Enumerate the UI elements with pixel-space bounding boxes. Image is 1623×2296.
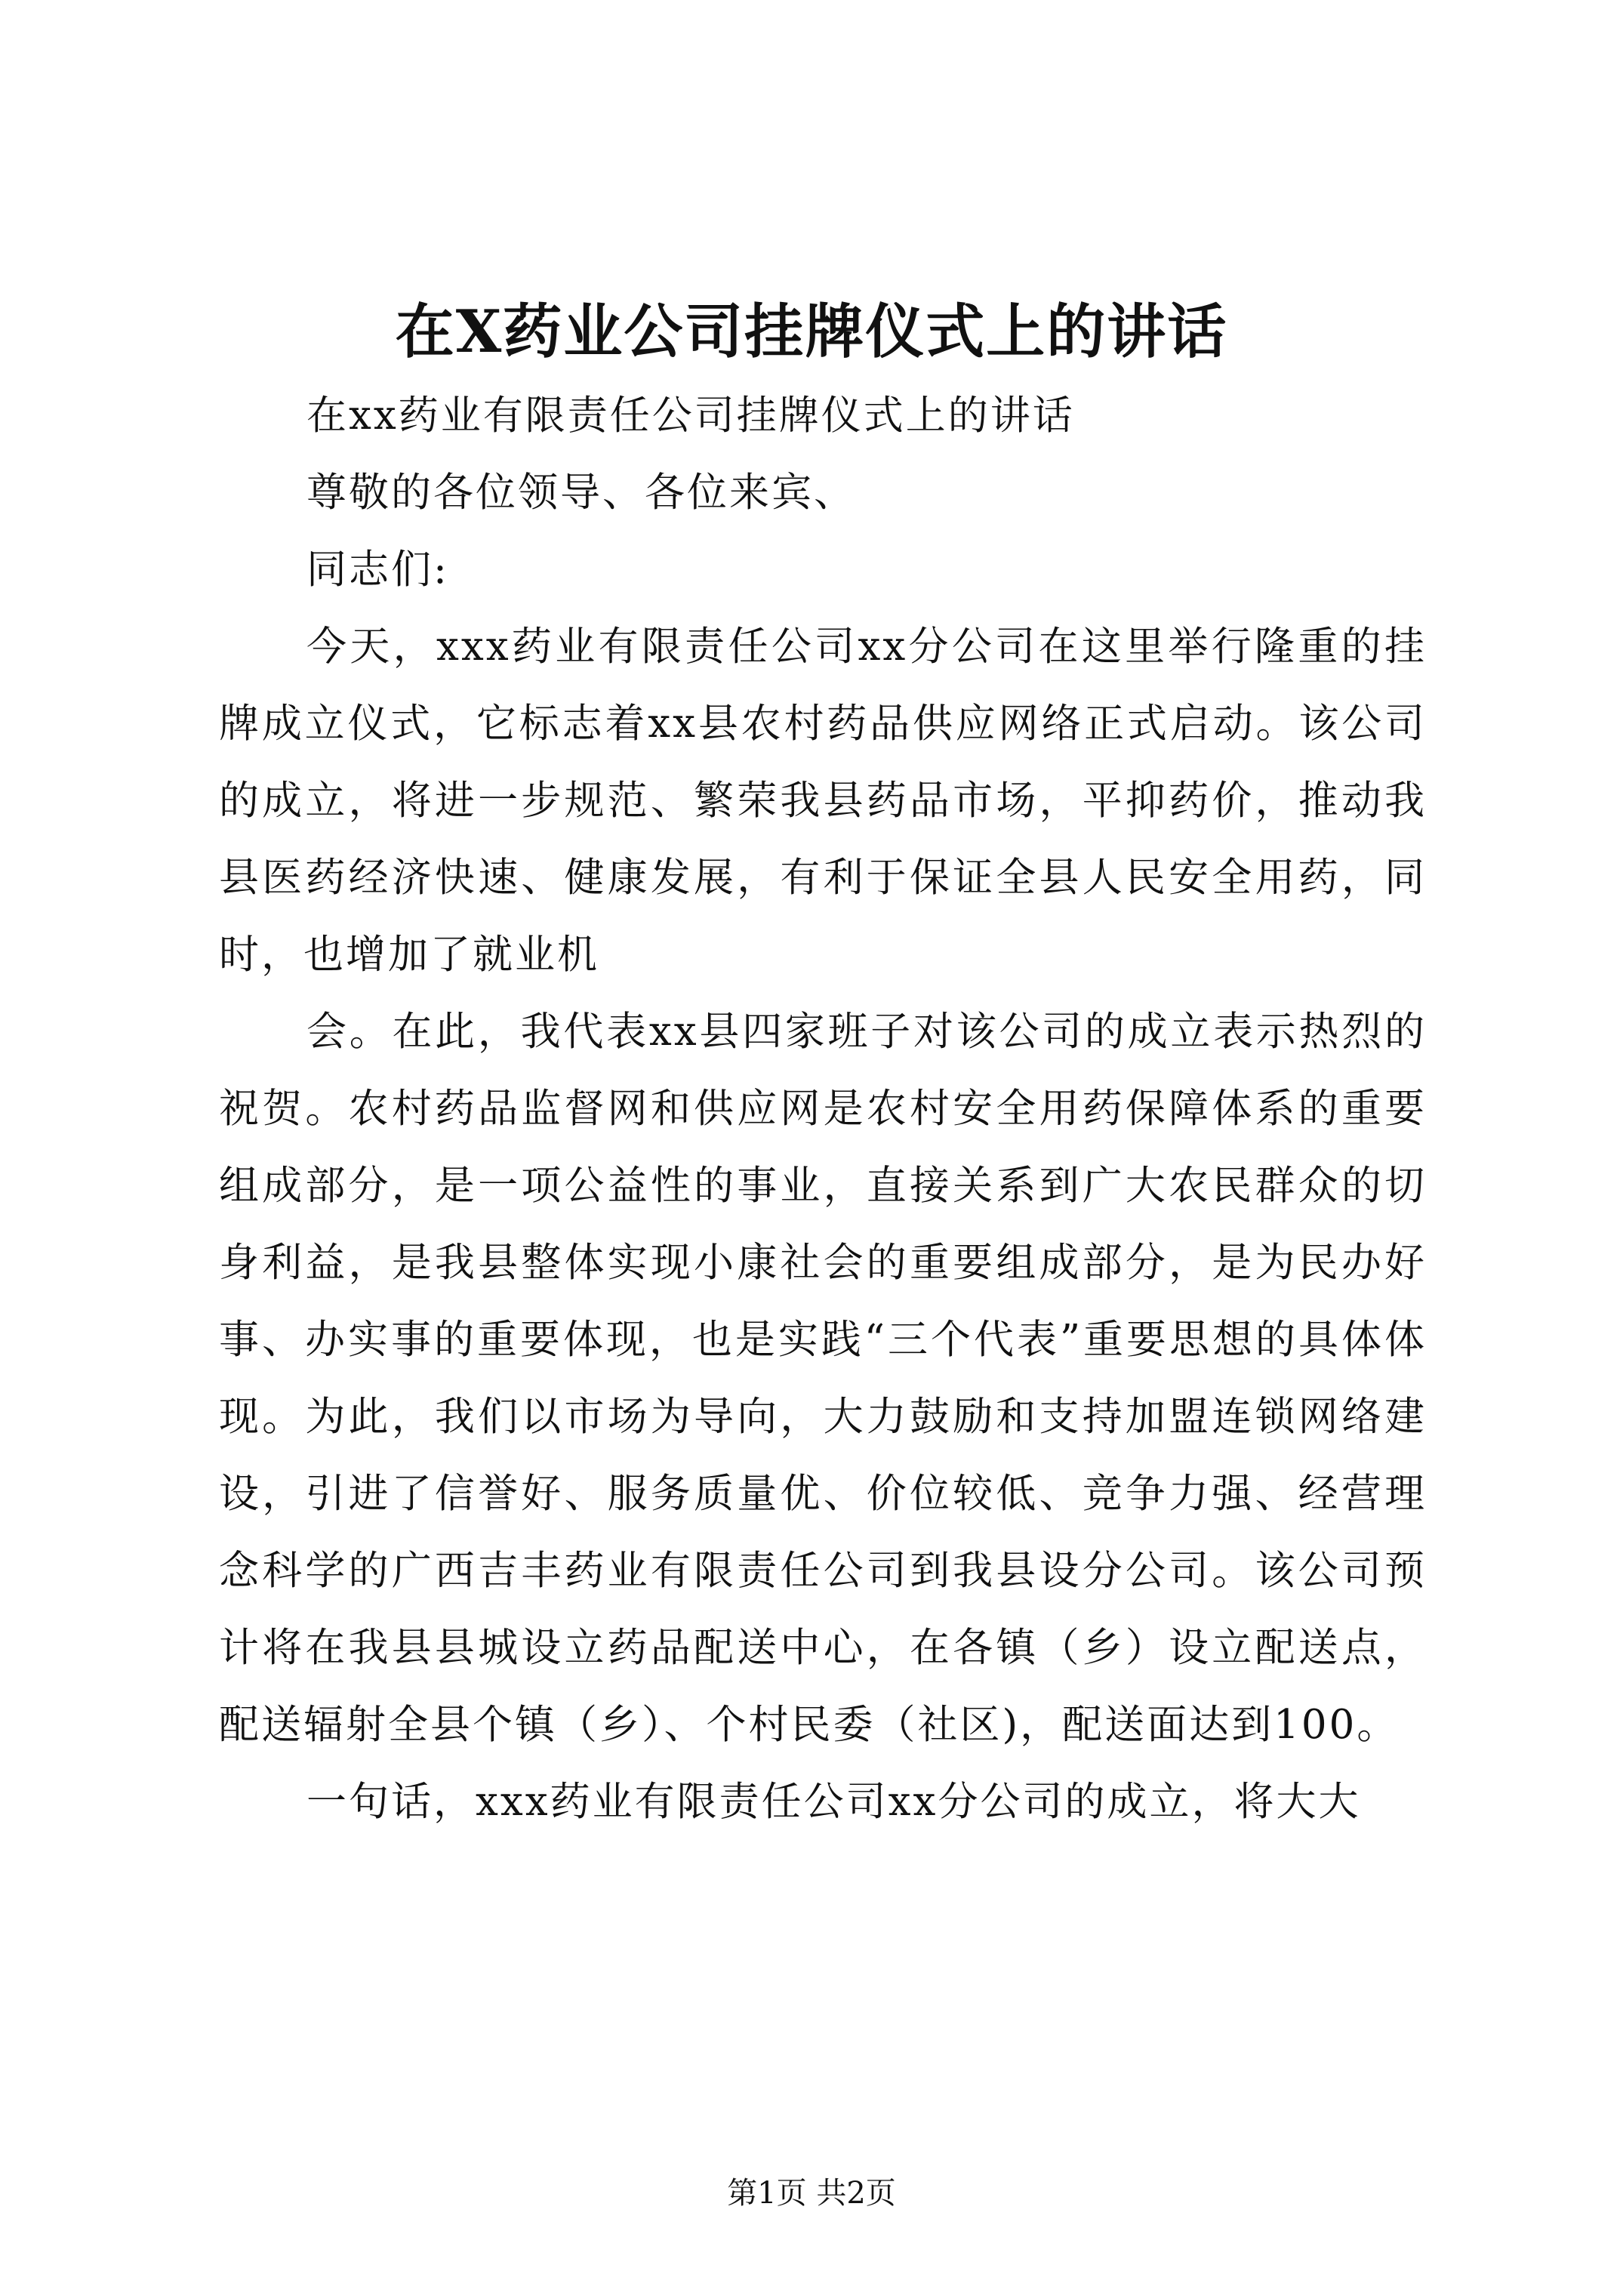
document-body [219,378,1427,1841]
body-paragraph: 一句话，xxx药业有限责任公司xx分公司的成立，将大大 [306,1779,1361,1825]
body-paragraph: 今天，xxx药业有限责任公司xx分公司在这里举行隆重的挂牌成立仪式，它标志着xx县农村药品供应网络正式启动。该公司的成立，将进一步规范、繁荣我县药品市场，平抑药价，推动我县医药经济快速、健康发展，有利于保证全县人民安全用药，同时，也增加了就业机 [219,624,1427,978]
salutation-paragraph: 同志们: [306,547,449,593]
salutation-paragraph: 尊敬的各位领导、各位来宾、 [306,470,856,516]
subtitle-paragraph: 在xx药业有限责任公司挂牌仪式上的讲话 [306,393,1075,439]
document-title: 在X药业公司挂牌仪式上的讲话 [395,297,1228,366]
body-paragraph: 会。在此，我代表xx县四家班子对该公司的成立表示热烈的祝贺。农村药品监督网和供应网是农村安全用药保障体系的重要组成部分，是一项公益性的事业，直接关系到广大农民群众的切身利益，是我县整体实现小康社会的重要组成部分，是为民办好事、办实事的重要体现，也是实践“三个代表”重要思想的具体体现。为此，我们以市场为导向，大力鼓励和支持加盟连锁网络建设，引进了信誉好、服务质量优、价位较低、竞争力强、经营理念科学的广西吉丰药业有限责任公司到我县设分公司。该公司预计将在我县县城设立药品配送中心，在各镇（乡）设立配送点，配送辐射全县个镇（乡）、个村民委（社区)，配送面达到100。 [219,1009,1427,1748]
page-number-footer: 第1页 共2页 [727,2176,896,2211]
